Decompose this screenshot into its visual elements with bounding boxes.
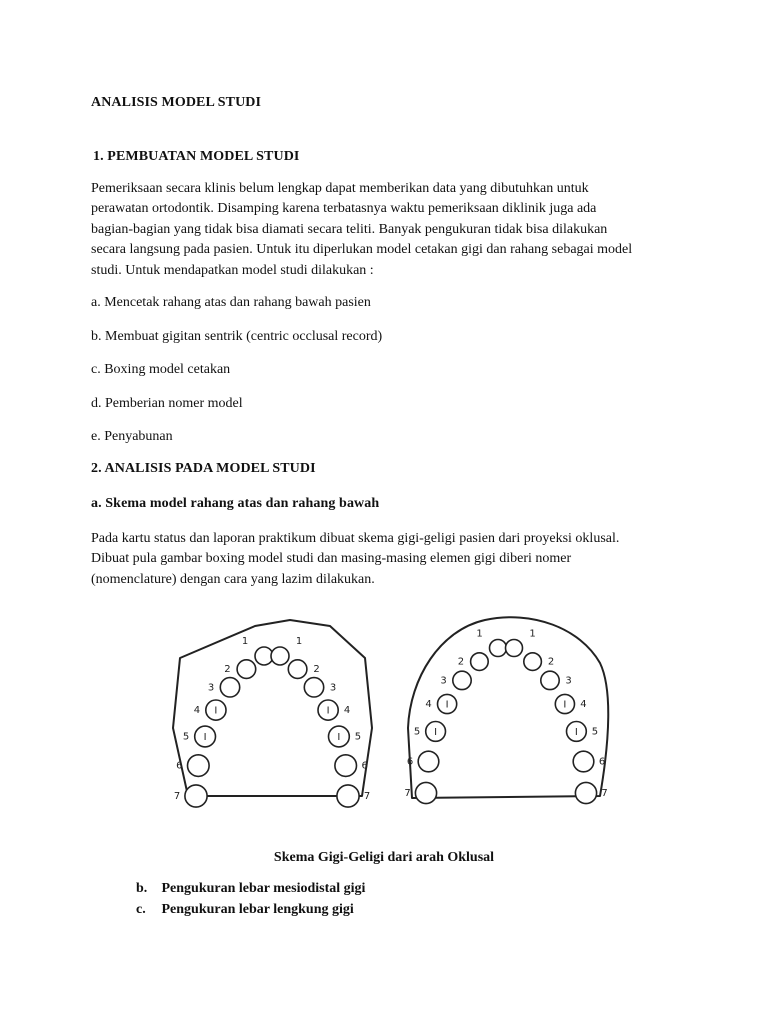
upper-tooth-number: 1 bbox=[241, 636, 249, 647]
lower-tooth-left-3 bbox=[541, 671, 559, 689]
paragraph-line: Dibuat pula gambar boxing model studi dan masing-masing elemen gigi diberi nomer bbox=[91, 551, 572, 567]
lower-tooth-number: 5 bbox=[413, 726, 421, 738]
upper-tooth-left-6 bbox=[335, 755, 357, 777]
upper-tooth-number: 6 bbox=[361, 760, 368, 772]
upper-deciduous-mark: I bbox=[337, 732, 341, 743]
lower-tooth-right-6 bbox=[418, 751, 439, 772]
section-2-paragraph bbox=[91, 529, 691, 590]
list-item: e. Penyabunan bbox=[91, 429, 173, 444]
section-2-heading: 2. ANALISIS PADA MODEL STUDI bbox=[91, 461, 316, 476]
dental-arch-figure bbox=[140, 608, 636, 823]
lower-tooth-number: 4 bbox=[580, 699, 587, 710]
lower-tooth-right-2 bbox=[471, 653, 489, 671]
upper-deciduous-mark: I bbox=[214, 705, 218, 717]
lower-tooth-left-7 bbox=[575, 782, 596, 803]
figure-caption: Skema Gigi-Geligi dari arah Oklusal bbox=[273, 850, 495, 865]
upper-tooth-number: 6 bbox=[176, 760, 183, 772]
upper-tooth-number: 2 bbox=[224, 664, 231, 676]
upper-deciduous-mark: I bbox=[326, 705, 330, 717]
paragraph-line: Pemeriksaan secara klinis belum lengkap dapat memberikan data yang dibutuhkan untuk bbox=[91, 181, 589, 196]
list-item: a. Mencetak rahang atas dan rahang bawah pasien bbox=[91, 295, 371, 310]
lower-deciduous-mark: I bbox=[445, 699, 449, 711]
upper-tooth-number: 5 bbox=[354, 731, 362, 743]
lower-tooth-number: 2 bbox=[547, 656, 555, 668]
lower-tooth-right-7 bbox=[415, 782, 436, 803]
list-marker: b. bbox=[136, 881, 148, 896]
lower-tooth-number: 3 bbox=[565, 675, 572, 687]
upper-tooth-number: 7 bbox=[363, 791, 371, 802]
list-marker: c. bbox=[136, 902, 146, 917]
upper-tooth-right-7 bbox=[185, 785, 207, 807]
upper-tooth-number: 4 bbox=[343, 705, 351, 717]
lower-tooth-number: 4 bbox=[425, 699, 432, 710]
list-text: Pengukuran lebar mesiodistal gigi bbox=[161, 881, 366, 896]
lower-deciduous-mark: I bbox=[574, 726, 578, 738]
upper-deciduous-mark: I bbox=[203, 732, 207, 743]
lower-tooth-number: 7 bbox=[601, 788, 608, 799]
lower-tooth-left-1 bbox=[506, 640, 523, 657]
list-item-c bbox=[136, 902, 354, 918]
lower-tooth-number: 6 bbox=[598, 756, 606, 768]
list-item: d. Pemberian nomer model bbox=[91, 396, 243, 411]
lower-tooth-right-1 bbox=[490, 640, 507, 657]
lower-tooth-number: 2 bbox=[457, 656, 465, 668]
paragraph-line: Pada kartu status dan laporan praktikum dibuat skema gigi-geligi pasien dari proyeksi oklusal. bbox=[91, 531, 620, 546]
lower-tooth-right-3 bbox=[453, 671, 471, 689]
lower-tooth-number: 5 bbox=[591, 726, 599, 738]
upper-tooth-number: 2 bbox=[313, 664, 320, 676]
upper-tooth-number: 4 bbox=[193, 705, 201, 717]
lower-tooth-number: 3 bbox=[440, 675, 447, 687]
paragraph-line: studi. Untuk mendapatkan model studi dilakukan : bbox=[91, 262, 374, 278]
upper-tooth-number: 1 bbox=[295, 636, 303, 647]
upper-tooth-left-2 bbox=[288, 660, 307, 679]
paragraph-line: (nomenclature) dengan cara yang lazim dilakukan. bbox=[91, 571, 375, 587]
paragraph-line: perawatan ortodontik. Disamping karena terbatasnya waktu pemeriksaan diklinik juga ada bbox=[91, 201, 597, 217]
list-text: Pengukuran lebar lengkung gigi bbox=[161, 902, 354, 917]
upper-tooth-left-3 bbox=[304, 678, 323, 697]
upper-tooth-left-7 bbox=[337, 785, 359, 807]
lower-tooth-left-6 bbox=[573, 751, 594, 772]
upper-tooth-number: 5 bbox=[182, 731, 190, 743]
upper-tooth-right-3 bbox=[220, 678, 239, 697]
lower-tooth-number: 7 bbox=[404, 788, 411, 799]
upper-tooth-right-2 bbox=[237, 660, 256, 679]
lower-deciduous-mark: I bbox=[434, 726, 438, 738]
upper-tooth-right-6 bbox=[188, 755, 210, 777]
section-1-paragraph bbox=[91, 179, 691, 281]
list-item: b. Membuat gigitan sentrik (centric occlusal record) bbox=[91, 329, 383, 344]
section-1-heading: 1. PEMBUATAN MODEL STUDI bbox=[93, 149, 300, 164]
lower-tooth-number: 1 bbox=[476, 628, 483, 640]
upper-tooth-number: 3 bbox=[329, 682, 337, 694]
list-item: c. Boxing model cetakan bbox=[91, 362, 231, 377]
lower-deciduous-mark: I bbox=[563, 699, 567, 711]
upper-tooth-number: 3 bbox=[207, 682, 215, 694]
subsection-a-heading: a. Skema model rahang atas dan rahang bawah bbox=[91, 496, 380, 511]
upper-tooth-left-1 bbox=[271, 647, 289, 665]
lower-tooth-number: 6 bbox=[406, 756, 414, 768]
lower-tooth-number: 1 bbox=[529, 628, 536, 640]
paragraph-line: bagian-bagian yang tidak bisa diamati secara teliti. Banyak pengukuran tidak bisa dilakukan bbox=[91, 221, 608, 237]
paragraph-line: secara langsung pada pasien. Untuk itu diperlukan model cetakan gigi dan rahang sebagai model bbox=[91, 242, 633, 258]
document-title: ANALISIS MODEL STUDI bbox=[91, 95, 262, 110]
lower-tooth-left-2 bbox=[524, 653, 542, 671]
upper-tooth-number: 7 bbox=[173, 791, 181, 802]
list-item-b bbox=[136, 881, 365, 897]
